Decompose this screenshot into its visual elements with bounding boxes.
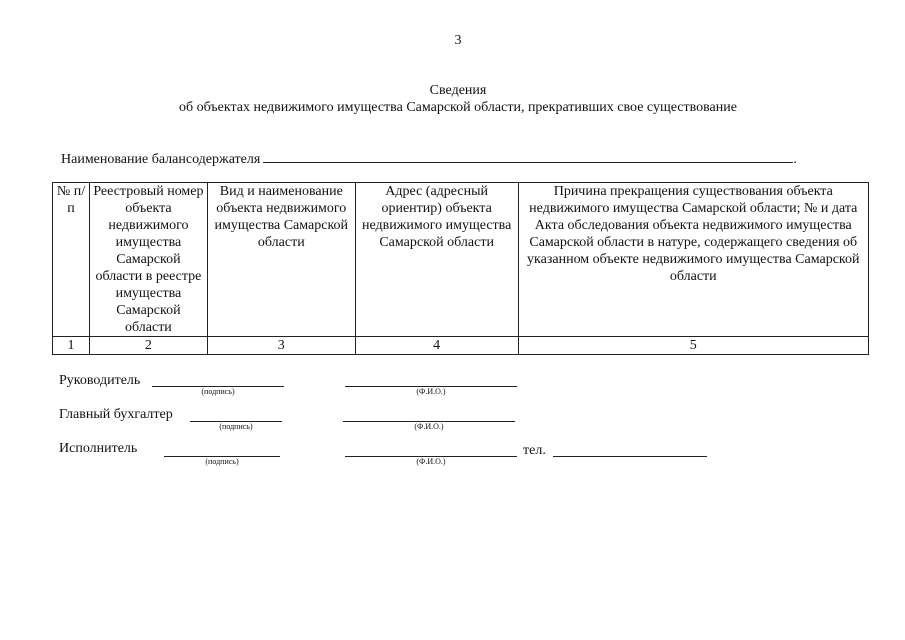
phone-label: тел. bbox=[523, 443, 546, 458]
column-number: 4 bbox=[355, 337, 518, 355]
head-name-caption: (Ф.И.О.) bbox=[416, 387, 446, 396]
head-label: Руководитель bbox=[59, 373, 141, 388]
executor-name-caption: (Ф.И.О.) bbox=[416, 457, 446, 466]
document-title bbox=[0, 82, 905, 116]
title-line-1: Сведения bbox=[429, 83, 487, 98]
balance-holder-fill-line[interactable] bbox=[263, 150, 793, 163]
executor-label: Исполнитель bbox=[59, 441, 138, 456]
column-number: 3 bbox=[207, 337, 355, 355]
header-object-type-name: Вид и наименование объекта недвижимого имущества Самарской области bbox=[207, 183, 355, 337]
column-number: 2 bbox=[89, 337, 207, 355]
page-number: 3 bbox=[454, 33, 462, 48]
head-signature-caption: (подпись) bbox=[201, 387, 235, 396]
balance-holder-end-mark: . bbox=[793, 152, 797, 167]
header-address: Адрес (адресный ориентир) объекта недвижимого имущества Самарской области bbox=[355, 183, 518, 337]
column-number: 1 bbox=[53, 337, 90, 355]
column-number: 5 bbox=[518, 337, 868, 355]
accountant-signature-caption: (подпись) bbox=[219, 422, 253, 431]
chief-accountant-label: Главный бухгалтер bbox=[59, 407, 173, 422]
table-header-row bbox=[53, 183, 869, 337]
accountant-name-caption: (Ф.И.О.) bbox=[414, 422, 444, 431]
title-line-2: об объектах недвижимого имущества Самарской области, прекративших свое существование bbox=[179, 100, 737, 115]
table-number-row bbox=[53, 337, 869, 355]
header-number: № п/п bbox=[53, 183, 90, 337]
phone-line[interactable] bbox=[553, 456, 707, 457]
header-termination-reason: Причина прекращения существования объекта недвижимого имущества Самарской области; № и дата Акта обследования объекта недвижимого имущества Самарской области в натуре, содержащего сведения об указанном объекте недвижимого имущества Самарской области bbox=[518, 183, 868, 337]
header-registry-number: Реестровый номер объекта недвижимого имущества Самарской области в реестре имущества Самарской области bbox=[89, 183, 207, 337]
property-table bbox=[52, 182, 869, 355]
executor-signature-caption: (подпись) bbox=[205, 457, 239, 466]
balance-holder-label: Наименование балансодержателя bbox=[61, 152, 261, 167]
balance-holder-row bbox=[61, 150, 831, 168]
